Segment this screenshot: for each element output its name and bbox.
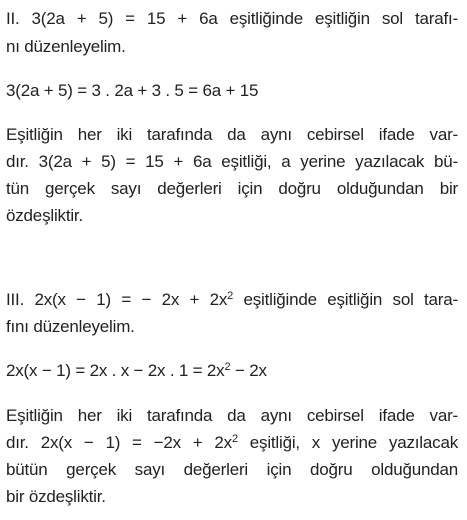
- section2-conclusion-line3: tün gerçek sayı değerleri için doğru olduğundan bir: [6, 179, 458, 198]
- section3-conclusion-text-a: dır. 2x(x − 1) = −2x + 2x: [6, 433, 232, 452]
- section3-intro-text-a: III. 2x(x − 1) = − 2x + 2x: [6, 290, 228, 309]
- section2-conclusion-line2: dır. 3(2a + 5) = 15 + 6a eşitliği, a yerine yazılacak bü-: [6, 152, 458, 171]
- section3-equation-text-a: 2x(x − 1) = 2x . x − 2x . 1 = 2x: [6, 361, 225, 380]
- exponent: 2: [227, 290, 234, 302]
- section3-intro-line1: [6, 289, 458, 311]
- section2-intro-line1: II. 3(2a + 5) = 15 + 6a eşitliğinde eşitliğin sol tarafı-: [6, 9, 458, 28]
- exponent: 2: [224, 361, 231, 373]
- section3-conclusion-text-b: eşitliği, x yerine yazılacak: [237, 433, 458, 452]
- section3-intro-text-b: eşitliğinde eşitliğin sol tara-: [233, 290, 458, 309]
- section3-intro-line2: fını düzenleyelim.: [6, 317, 135, 336]
- section2-intro-line2: nı düzenleyelim.: [6, 37, 126, 56]
- section3-conclusion-line2: [6, 432, 458, 454]
- section3-equation-text-b: − 2x: [230, 361, 267, 380]
- section3-conclusion-line4: bir özdeşliktir.: [6, 487, 106, 506]
- section3-equation: [6, 360, 267, 382]
- section2-conclusion-line4: özdeşliktir.: [6, 206, 83, 225]
- section2-equation: 3(2a + 5) = 3 . 2a + 3 . 5 = 6a + 15: [6, 81, 259, 100]
- section3-conclusion-line1: Eşitliğin her iki tarafında da aynı cebirsel ifade var-: [6, 406, 458, 425]
- section2-conclusion-line1: Eşitliğin her iki tarafında da aynı cebirsel ifade var-: [6, 125, 458, 144]
- exponent: 2: [231, 433, 238, 445]
- section3-conclusion-line3: bütün gerçek sayı değerleri için doğru olduğundan: [6, 460, 458, 479]
